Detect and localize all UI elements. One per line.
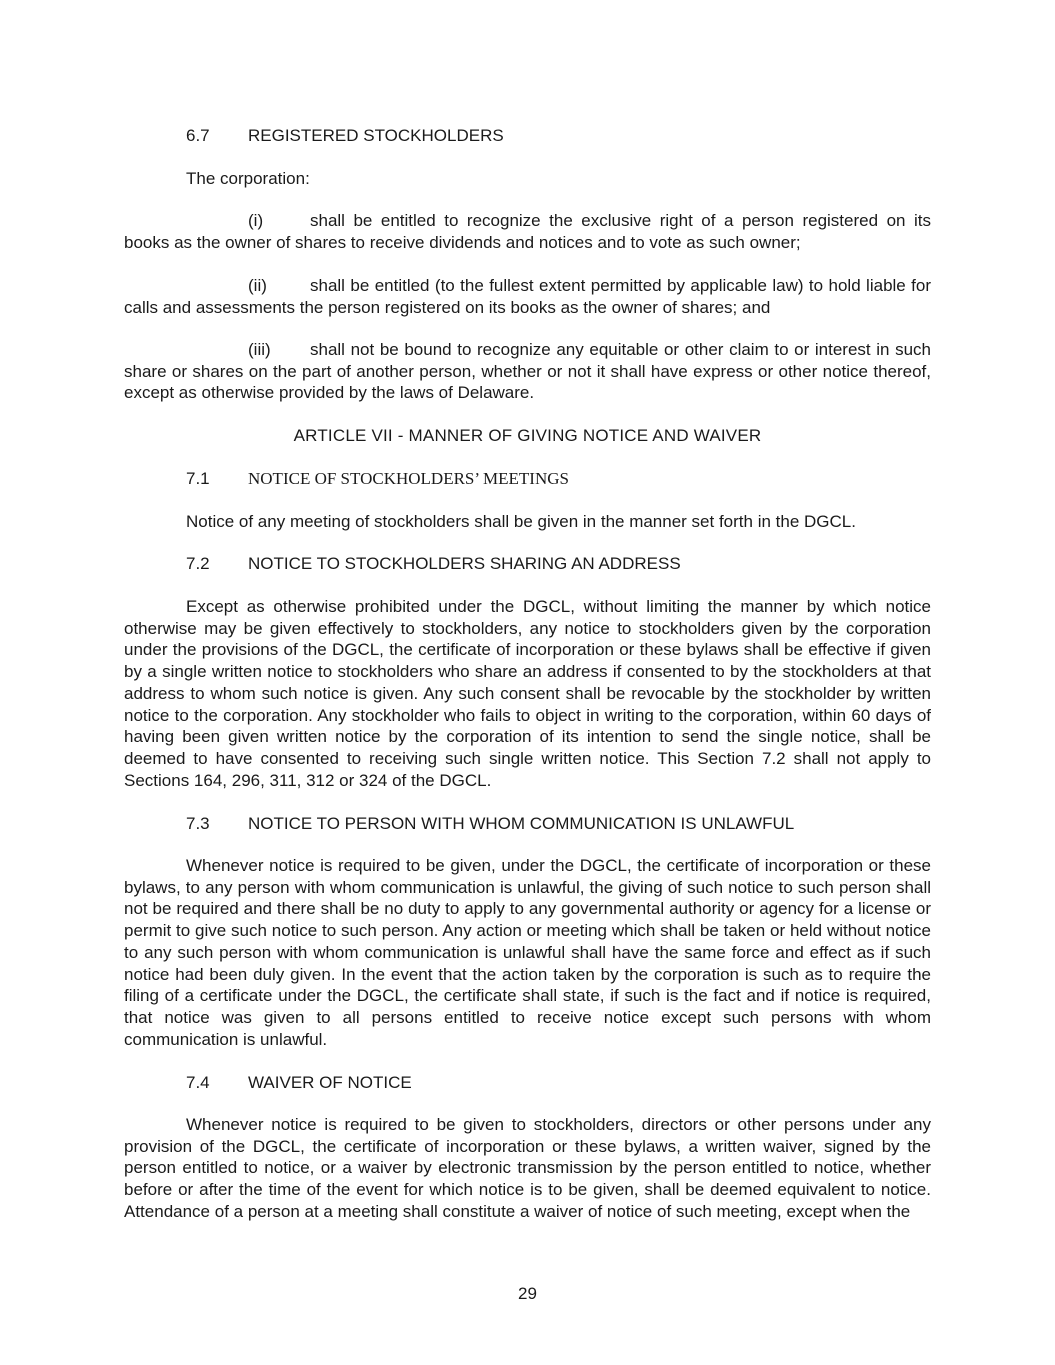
section-title: NOTICE TO PERSON WITH WHOM COMMUNICATION IS UNLAWFUL [248,814,795,833]
list-marker: (iii) [248,340,271,359]
section-title: REGISTERED STOCKHOLDERS [248,126,504,145]
list-marker: (ii) [248,276,267,295]
page-number: 29 [518,1284,537,1303]
section-7-1-body: Notice of any meeting of stockholders shall be given in the manner set forth in the DGCL. [186,512,856,531]
section-number: 7.1 [186,469,210,488]
list-text: shall be entitled (to the fullest extent permitted by applicable law) to hold liable for calls and assessments the person registered on its books as the owner of shares; and [124,276,931,317]
section-7-4-heading [124,1072,993,1094]
section-7-4-body: Whenever notice is required to be given to stockholders, directors or other persons under any provision of the DGCL, the certificate of incorporation or these bylaws, a written waiver, signed by the person entitled to notice, or a waiver by electronic transmission by the person entitled to notice, whether before or after the time of the event for which notice is to be given, shall be deemed equivalent to notice. Attendance of a person at a meeting shall constitute a waiver of notice of such meeting, except when the [124,1115,931,1221]
list-text: shall not be bound to recognize any equitable or other claim to or interest in such share or shares on the part of another person, whether or not it shall have express or other notice thereof, except as otherwise provided by the laws of Delaware. [124,340,931,403]
list-marker: (i) [248,211,264,230]
list-text: shall be entitled to recognize the exclusive right of a person registered on its books as the owner of shares to receive dividends and notices and to vote as such owner; [124,211,931,252]
section-7-2-heading [124,553,993,575]
section-title: NOTICE TO STOCKHOLDERS SHARING AN ADDRESS [248,554,681,573]
section-7-3-body: Whenever notice is required to be given, under the DGCL, the certificate of incorporation or these bylaws, to any person with whom communication is unlawful, the giving of such notice to such person shall not be required and there shall be no duty to apply to any governmental authority or agency for a license or permit to give such notice to such person. Any action or meeting which shall be taken or held without notice to any such person with whom communication is unlawful shall have the same force and effect as if such notice had been duly given. In the event that the action taken by the corporation is such as to require the filing of a certificate under the DGCL, the certificate shall state, if such is the fact and if notice is required, that notice was given to all persons entitled to receive notice except such persons with whom communication is unlawful. [124,856,931,1049]
list-item [124,339,931,404]
section-6-7-intro: The corporation: [186,169,310,188]
section-7-1-heading [124,468,993,490]
section-7-3-heading [124,813,993,835]
list-item [124,210,931,253]
section-number: 7.4 [186,1073,210,1092]
section-number: 6.7 [186,126,210,145]
section-title: WAIVER OF NOTICE [248,1073,412,1092]
section-6-7-heading [124,125,993,147]
section-number: 7.2 [186,554,210,573]
list-item [124,275,931,318]
article-vii-title: ARTICLE VII - MANNER OF GIVING NOTICE AND WAIVER [293,426,762,445]
section-title: NOTICE OF STOCKHOLDERS’ MEETINGS [248,469,569,488]
section-number: 7.3 [186,814,210,833]
section-7-2-body: Except as otherwise prohibited under the DGCL, without limiting the manner by which notice otherwise may be given effectively to stockholders, any notice to stockholders given by the corporation under the provisions of the DGCL, the certificate of incorporation or these bylaws shall be effective if given by a single written notice to stockholders who share an address if consented to by the stockholders at that address to whom such notice is given. Any such consent shall be revocable by the stockholder by written notice to the corporation. Any stockholder who fails to object in writing to the corporation, within 60 days of having been given written notice by the corporation of its intention to send the single notice, shall be deemed to have consented to receiving such single written notice. This Section 7.2 shall not apply to Sections 164, 296, 311, 312 or 324 of the DGCL. [124,597,931,790]
